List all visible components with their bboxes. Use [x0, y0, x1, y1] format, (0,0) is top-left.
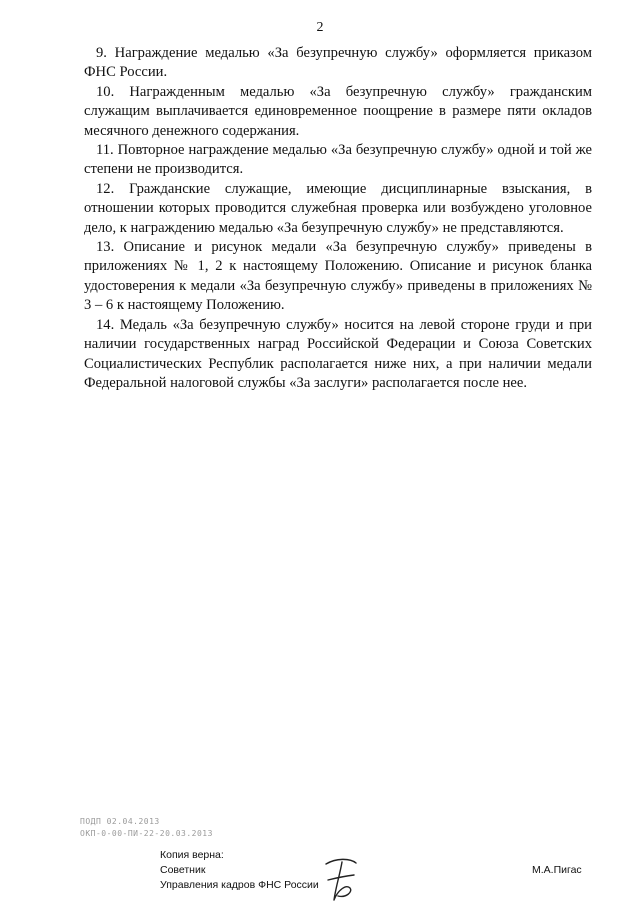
paragraph-10: 10. Награжденным медалью «За безупречную службу» гражданским служащим выплачивается единовременное поощрение в размере пяти окладов месячного денежного содержания.	[84, 83, 592, 139]
document-body	[84, 44, 592, 393]
registration-stamp	[80, 816, 213, 840]
signer-name: М.А.Пигас	[532, 864, 582, 876]
paragraph-12: 12. Гражданские служащие, имеющие дисциплинарные взыскания, в отношении которых проводится служебная проверка или возбуждено уголовное дело, к награждению медалью «За безупречную службу» не представляются.	[84, 180, 592, 236]
stamp-line-2: ОКП-0-00-ПИ-22-20.03.2013	[80, 829, 213, 838]
handwritten-signature	[320, 854, 364, 904]
paragraph-13: 13. Описание и рисунок медали «За безупречную службу» приведены в приложениях № 1, 2 к настоящему Положению. Описание и рисунок бланка удостоверения к медали «За безупречную службу» приведены в приложениях № 3 – 6 к настоящему Положению.	[84, 239, 592, 314]
signer-department: Управления кадров ФНС России	[160, 879, 319, 891]
signer-position: Советник	[160, 864, 206, 876]
copy-certification	[160, 848, 319, 893]
stamp-line-1: ПОДП 02.04.2013	[80, 817, 160, 826]
page-number: 2	[316, 20, 324, 35]
paragraph-11: 11. Повторное награждение медалью «За безупречную службу» одной и той же степени не производится.	[84, 142, 592, 178]
paragraph-14: 14. Медаль «За безупречную службу» носится на левой стороне груди и при наличии государственных наград Российской Федерации и Союза Советских Социалистических Республик располагается ниже них, а при наличии медали Федеральной налоговой службы «За заслуги» располагается после нее.	[84, 316, 592, 391]
paragraph-9: 9. Награждение медалью «За безупречную службу» оформляется приказом ФНС России.	[84, 45, 592, 81]
copy-label: Копия верна:	[160, 849, 224, 861]
